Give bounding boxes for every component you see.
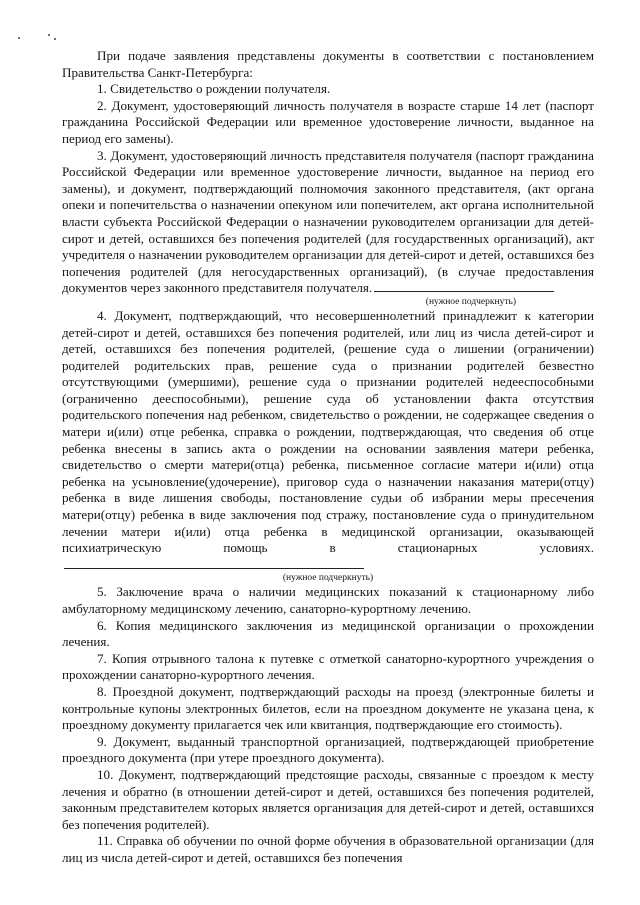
fill-line: [374, 290, 554, 292]
document-page: [62, 48, 594, 867]
list-item: 1. Свидетельство о рождении получателя.: [97, 81, 331, 97]
list-item: [62, 308, 594, 574]
underline-note: (нужное подчеркнуть): [425, 296, 516, 307]
list-item: 7. Копия отрывного талона к путевке с отметкой санаторно-курортного учреждения о прохождении санаторно-курортного лечения.: [62, 650, 594, 683]
scan-speck: [18, 37, 20, 39]
intro-paragraph: При подаче заявления представлены документы в соответствии с постановлением Правительства Санкт-Петербурга:: [62, 48, 594, 80]
scan-speck: [48, 34, 50, 36]
list-item: 2. Документ, удостоверяющий личность получателя в возрасте старше 14 лет (паспорт гражданина Российской Федерации или временное удостоверение личности, выданное на период его замены).: [62, 97, 594, 146]
scan-speck: [54, 38, 56, 40]
list-item: [62, 148, 594, 297]
list-item-text: 3. Документ, удостоверяющий личность представителя получателя (паспорт гражданина Российской Федерации или временное удостоверение личности, выданное на период его замены), и документ, подтверждающий полномочия законного представителя, (акт органа опеки и попечительства о назначении опекуном или попечителем, акт органа исполнительной власти субъекта Российской Федерации о назначении руководителем организации для детей-сирот и детей, оставшихся без попечения родителей (для государственных организаций), акт учредителя о назначении руководителем организации для детей-сирот и детей, оставшихся без попечения родителей (для негосударственных организаций), (в случае предоставления документов через законного представителя получателя.: [62, 147, 594, 296]
list-item: 8. Проездной документ, подтверждающий расходы на проезд (электронные билеты и контрольные купоны электронных билетов, если на проездном документе не указана цена, к проездному документу прилагается чек или квитанция, подтверждающие его стоимость).: [62, 683, 594, 733]
list-item: 10. Документ, подтверждающий предстоящие расходы, связанные с проездом к месту лечения и обратно (в отношении детей-сирот и детей, оставшихся без попечения родителей, законным представителем которых является организация для детей-сирот и детей, оставшихся без попечения родителей).: [62, 766, 594, 832]
fill-line: [64, 567, 364, 569]
list-item-text: 4. Документ, подтверждающий, что несовершеннолетний принадлежит к категории детей-сирот и детей, оставшихся без попечения родителей, или лиц из числа детей-сирот и детей, оставшихся без попечения родителей, (решение суда о лишении (ограничении) родителей родительских прав, решение суда о признании родителей безвестно отсутствующими (умершими), решение суда о признании родителей недееспособными (ограниченно дееспособными), решение суда об установлении факта отсутствия родительского попечения над ребенком, свидетельство о рождении, не содержащее сведения о матери и(или) отце ребенка, справка о рождении, подтверждающая, что сведения об отце ребенка внесены в запись акта о рождении на основании заявления матери ребенка, свидетельство о смерти матери(отца) ребенка, письменное согласие матери и(или) отца ребенка на усыновление(удочерение), приговор суда о назначении наказания матери(отцу) ребенка в виде лишения свободы, постановление судьи об избрании меры пресечения матери(отцу) ребенка в виде заключения под стражу, постановление суда о принудительном лечении матери и(или) отца ребенка в медицинской организации, оказывающей психиатрическую помощь в стационарных условиях.: [62, 307, 594, 556]
list-item: 5. Заключение врача о наличии медицинских показаний к стационарному либо амбулаторному медицинскому лечению, санаторно-курортному лечению.: [62, 584, 594, 616]
list-item: 6. Копия медицинского заключения из медицинской организации о прохождении лечения.: [62, 617, 594, 650]
underline-note: (нужное подчеркнуть): [282, 573, 374, 584]
list-item: 9. Документ, выданный транспортной организацией, подтверждающей приобретение проездного документа (при утере проездного документа).: [62, 733, 594, 766]
list-item: 11. Справка об обучении по очной форме обучения в образовательной организации (для лиц из числа детей-сирот и детей, оставшихся без попечения: [62, 833, 594, 865]
